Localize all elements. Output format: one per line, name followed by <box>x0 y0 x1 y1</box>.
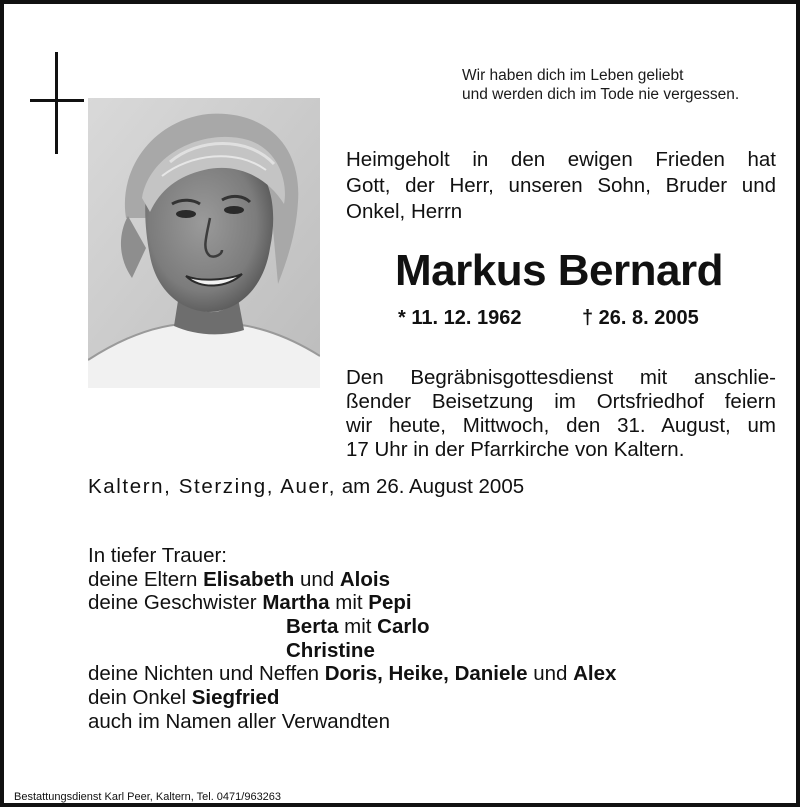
mourners-parents: deine Eltern Elisabeth und Alois <box>88 567 390 591</box>
place-towns: Kaltern, Sterzing, Auer, <box>88 475 337 498</box>
motto-line: und werden dich im Tode nie vergessen. <box>462 86 740 103</box>
parent-name: Alois <box>339 567 390 591</box>
mourners-siblings: deine Geschwister Martha mit Pepi <box>88 591 412 615</box>
service-line: 17 Uhr in der Pfarrkirche von Kaltern. <box>346 438 685 461</box>
mourners-siblings: Berta mit Carlo <box>286 615 430 639</box>
intro-line: Gott, der Herr, unseren Sohn, Bruder und <box>346 174 776 197</box>
intro-line: Onkel, Herrn <box>346 200 463 223</box>
intro-line: Heimgeholt in den ewigen Frieden hat <box>346 148 776 171</box>
partner-name: Carlo <box>377 615 430 639</box>
death-date: † 26. 8. 2005 <box>582 307 699 329</box>
mourners-heading: In tiefer Trauer: <box>88 544 228 567</box>
mourners-siblings <box>88 639 616 663</box>
place-date: am 26. August 2005 <box>336 475 525 498</box>
sibling-name: Christine <box>286 638 375 662</box>
deceased-name: Markus Bernard <box>394 246 723 295</box>
mourners-nephews: deine Nichten und Neffen Doris, Heike, Daniele und Alex <box>88 662 617 686</box>
funeral-home-footer: Bestattungsdienst Karl Peer, Kaltern, Tel. 0471/963263 <box>14 791 282 803</box>
funeral-service-paragraph <box>346 366 776 462</box>
cross-icon-horizontal-bar <box>30 99 84 102</box>
cross-icon-vertical-bar <box>55 52 58 154</box>
mourners-uncle: dein Onkel Siegfried <box>88 686 280 710</box>
nephew-name: Alex <box>573 662 617 686</box>
uncle-name: Siegfried <box>191 686 280 710</box>
intro-paragraph <box>346 147 776 225</box>
place-and-date <box>88 474 524 500</box>
service-line: ßender Beisetzung im Ortsfriedhof feiern <box>346 390 776 413</box>
mourners-list <box>88 544 616 734</box>
parent-name: Elisabeth <box>203 567 295 591</box>
sibling-name: Berta <box>286 615 339 639</box>
motto-quote <box>462 66 782 104</box>
sibling-name: Martha <box>262 591 330 615</box>
partner-name: Pepi <box>368 591 412 615</box>
portrait-photo <box>88 98 320 388</box>
nephew-names: Doris, Heike, Daniele <box>324 662 528 686</box>
mourners-relatives: auch im Namen aller Verwandten <box>88 709 390 733</box>
service-line: Den Begräbnisgottesdienst mit anschlie- <box>346 366 776 389</box>
service-line: wir heute, Mittwoch, den 31. August, um <box>346 414 776 437</box>
birth-date: * 11. 12. 1962 <box>398 307 522 329</box>
motto-line: Wir haben dich im Leben geliebt <box>462 67 684 84</box>
